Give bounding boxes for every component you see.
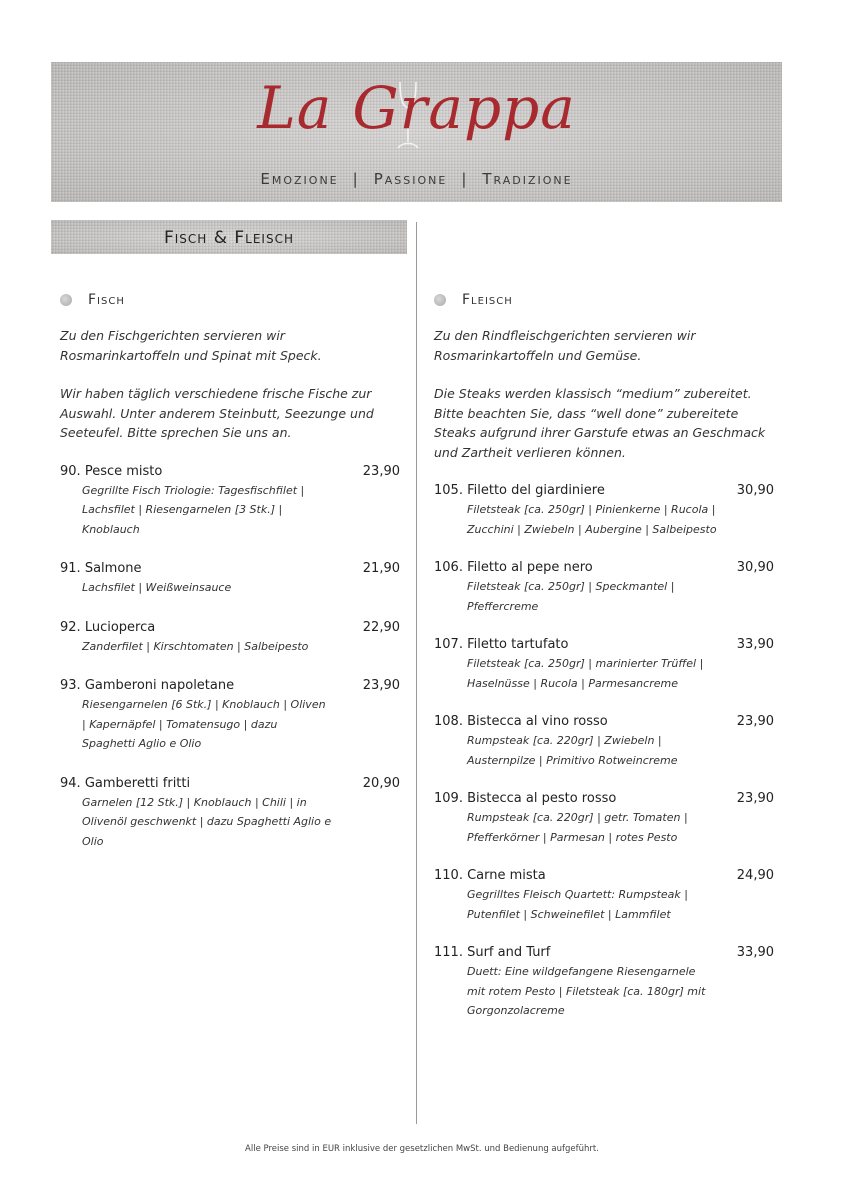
menu-item-number: 109.	[434, 791, 463, 806]
menu-item-price: 30,90	[736, 560, 774, 575]
category-header	[434, 288, 774, 312]
bullet-icon	[60, 294, 72, 306]
menu-item	[60, 618, 400, 657]
menu-item-number: 90.	[60, 463, 81, 479]
menu-item	[434, 943, 774, 1021]
menu-list	[434, 481, 774, 1021]
menu-item-header	[434, 712, 774, 731]
menu-item-description: Rumpsteak [ca. 220gr] | Zwiebeln | Austernpilze | Primitivo Rotweincreme	[467, 734, 678, 767]
menu-item-description: Gegrillte Fisch Triologie: Tagesfischfilet | Lachsfilet | Riesengarnelen [3 Stk.] | Knoblauch	[82, 483, 305, 536]
menu-item-number: 106.	[434, 560, 463, 575]
menu-item-number: 110.	[434, 868, 463, 883]
menu-item-name: Bistecca al pesto rosso	[467, 791, 617, 806]
logo-la: La	[257, 74, 333, 142]
footer-note: Alle Preise sind in EUR inklusive der gesetzlichen MwSt. und Bedienung aufgeführt.	[245, 1144, 599, 1154]
menu-item-name: Bistecca al vino rosso	[467, 714, 608, 729]
column-divider	[416, 222, 417, 1124]
menu-item-number: 107.	[434, 637, 463, 652]
menu-item	[434, 789, 774, 847]
menu-item	[434, 866, 774, 924]
menu-item	[434, 635, 774, 693]
menu-item-title	[60, 559, 142, 578]
menu-item	[60, 774, 400, 852]
menu-item-number: 111.	[434, 945, 463, 960]
menu-item-price: 23,90	[736, 791, 774, 806]
menu-item-title	[434, 635, 568, 654]
section-title: Fisch & Fleisch	[163, 228, 294, 248]
category-title: Fisch	[88, 292, 125, 308]
menu-item-number: 92.	[60, 619, 81, 635]
menu-item-description: Rumpsteak [ca. 220gr] | getr. Tomaten | Pfefferkörner | Parmesan | rotes Pesto	[467, 811, 688, 844]
menu-item-title	[434, 558, 593, 577]
category-intro: Zu den Fischgerichten servieren wir Rosmarinkartoffeln und Spinat mit Speck.	[60, 328, 322, 363]
menu-item-header	[434, 558, 774, 577]
menu-item-title	[60, 774, 190, 793]
tagline-word: Emozione	[260, 170, 339, 188]
menu-item-header	[434, 481, 774, 500]
menu-item-price: 33,90	[736, 637, 774, 652]
menu-item-name: Lucioperca	[84, 619, 156, 635]
menu-item	[434, 481, 774, 539]
category-intro: Zu den Rindfleischgerichten servieren wir Rosmarinkartoffeln und Gemüse.	[434, 328, 696, 363]
menu-item-title	[434, 866, 546, 885]
menu-item-name: Salmone	[84, 561, 142, 576]
menu-item-description: Gegrilltes Fleisch Quartett: Rumpsteak | Putenfilet | Schweinefilet | Lammfilet	[467, 888, 688, 921]
menu-item-price: 23,90	[736, 714, 774, 729]
menu-item-title	[434, 789, 616, 808]
menu-item-price: 30,90	[736, 483, 774, 498]
menu-item-name: Pesce misto	[84, 463, 163, 479]
category-intro: Die Steaks werden klassisch “medium” zubereitet. Bitte beachten Sie, dass “well done” zubereitete Steaks aufgrund ihrer Garstufe etwas an Geschmack und Zartheit verlieren können.	[434, 386, 766, 460]
menu-item-price: 21,90	[362, 561, 400, 576]
category-header	[60, 288, 400, 312]
logo-text	[51, 74, 782, 142]
menu-item-number: 108.	[434, 714, 463, 729]
menu-item	[434, 712, 774, 770]
menu-item-description: Lachsfilet | Weißweinsauce	[82, 581, 232, 594]
category-intro: Wir haben täglich verschiedene frische Fische zur Auswahl. Unter anderem Steinbutt, Seezunge und Seeteufel. Bitte sprechen Sie uns an.	[60, 386, 374, 440]
menu-item-name: Filetto tartufato	[467, 637, 569, 652]
menu-item-header	[60, 618, 400, 637]
menu-item-title	[434, 943, 550, 962]
menu-item	[434, 558, 774, 616]
menu-item-price: 24,90	[736, 868, 774, 883]
menu-item-name: Filetto del giardiniere	[467, 483, 605, 498]
tagline-separator: |	[352, 170, 360, 188]
tagline-separator: |	[461, 170, 469, 188]
menu-item-header	[60, 462, 400, 481]
menu-item-header	[60, 676, 400, 695]
tagline-word: Passione	[373, 170, 448, 188]
menu-item-number: 105.	[434, 483, 463, 498]
menu-item-price: 20,90	[362, 775, 400, 791]
menu-item-price: 22,90	[362, 619, 400, 635]
menu-item-name: Gamberetti fritti	[84, 775, 191, 791]
logo	[51, 70, 782, 160]
menu-item	[60, 462, 400, 540]
menu-item-name: Carne mista	[467, 868, 546, 883]
menu-item	[60, 559, 400, 598]
menu-item-description: Zanderfilet | Kirschtomaten | Salbeipesto	[82, 639, 309, 653]
menu-item-title	[60, 462, 162, 481]
menu-item-title	[60, 618, 155, 637]
menu-item-title	[60, 676, 234, 695]
menu-item-name: Gamberoni napoletane	[84, 678, 235, 693]
menu-item-header	[60, 559, 400, 578]
tagline	[51, 170, 782, 188]
bullet-icon	[434, 294, 446, 306]
tagline-word: Tradizione	[482, 170, 573, 188]
fleisch-column	[434, 288, 774, 1040]
menu-item-description: Filetsteak [ca. 250gr] | marinierter Trüffel | Haselnüsse | Rucola | Parmesancreme	[467, 657, 704, 690]
menu-item-description: Garnelen [12 Stk.] | Knoblauch | Chili | in Olivenöl geschwenkt | dazu Spaghetti Aglio e Olio	[82, 795, 332, 848]
menu-item-number: 91.	[60, 561, 81, 576]
menu-list	[60, 462, 400, 852]
menu-item	[60, 676, 400, 754]
menu-item-title	[434, 481, 605, 500]
menu-item-description: Filetsteak [ca. 250gr] | Speckmantel | Pfeffercreme	[467, 580, 675, 613]
menu-item-price: 23,90	[362, 463, 400, 479]
menu-item-name: Surf and Turf	[467, 945, 551, 960]
menu-item-description: Riesengarnelen [6 Stk.] | Knoblauch | Oliven | Kapernäpfel | Tomatensugo | dazu Spaghetti Aglio e Olio	[82, 698, 326, 750]
menu-item-header	[434, 943, 774, 962]
menu-item-header	[434, 635, 774, 654]
menu-item-name: Filetto al pepe nero	[467, 560, 593, 575]
header-banner	[51, 62, 782, 202]
menu-item-header	[60, 774, 400, 793]
logo-grappa: Grappa	[352, 74, 576, 142]
menu-item-description: Duett: Eine wildgefangene Riesengarnele mit rotem Pesto | Filetsteak [ca. 180gr] mit Gorgonzolacreme	[467, 965, 706, 1017]
menu-item-number: 94.	[60, 775, 81, 791]
menu-item-header	[434, 789, 774, 808]
menu-item-description: Filetsteak [ca. 250gr] | Pinienkerne | Rucola | Zucchini | Zwiebeln | Aubergine | Salbeipesto	[467, 503, 717, 536]
menu-item-price: 23,90	[362, 678, 400, 693]
fisch-column	[60, 288, 400, 871]
menu-item-title	[434, 712, 608, 731]
section-header	[51, 220, 407, 254]
category-title: Fleisch	[462, 292, 513, 308]
menu-item-number: 93.	[60, 678, 81, 693]
menu-item-price: 33,90	[736, 945, 774, 960]
menu-item-header	[434, 866, 774, 885]
